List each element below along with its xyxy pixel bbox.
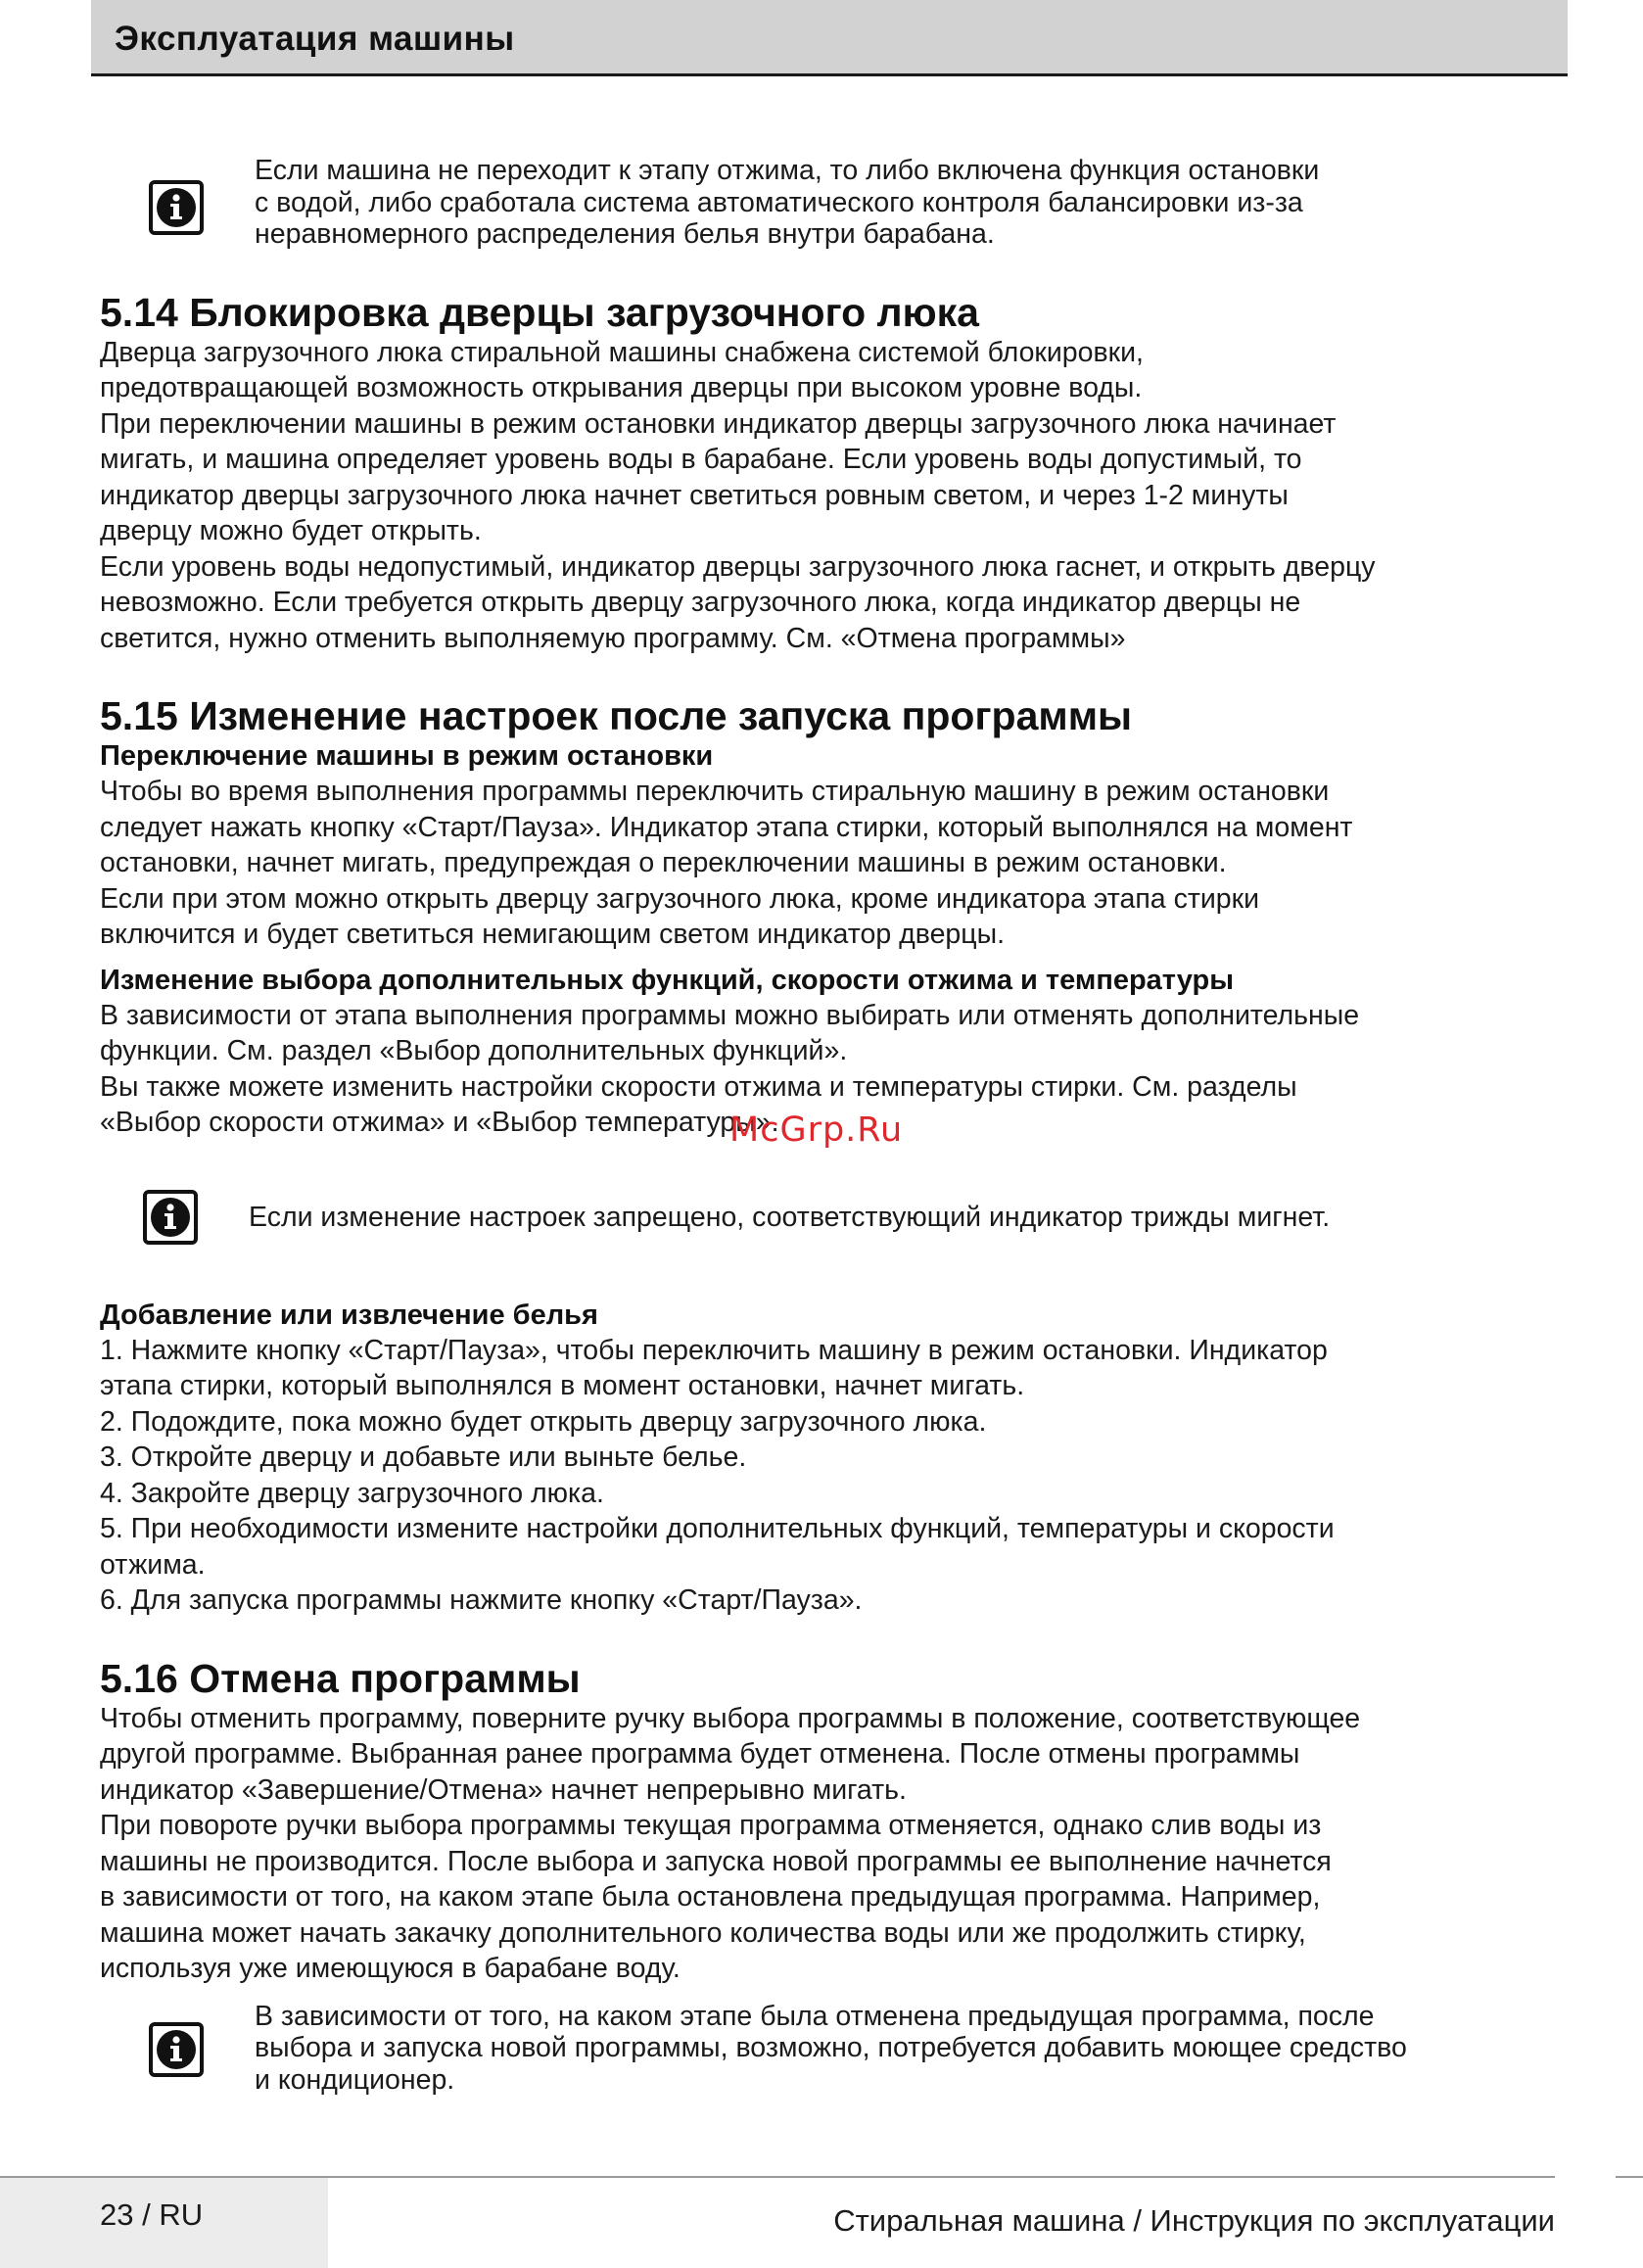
- info-note-1: [100, 155, 1569, 251]
- paragraph-line: индикатор «Завершение/Отмена» начнет непрерывно мигать.: [100, 1773, 907, 1806]
- paragraph-line: «Выбор скорости отжима» и «Выбор температуры».: [100, 1107, 779, 1138]
- paragraph-line: используя уже имеющуюся в барабане воду.: [100, 1953, 681, 1984]
- list-item: 2. Подождите, пока можно будет открыть дверцу загрузочного люка.: [100, 1405, 987, 1438]
- section-5-15-title: 5.15 Изменение настроек после запуска программы: [100, 693, 1133, 738]
- section-5-16-body: [100, 1701, 1569, 1987]
- paragraph-line: При повороте ручки выбора программы текущая программа отменяется, однако слив воды из: [100, 1810, 1322, 1841]
- paragraph-line: мигать, и машина определяет уровень воды в барабане. Если уровень воды допустимый, то: [100, 444, 1302, 475]
- paragraph-line: остановки, начнет мигать, предупреждая о переключении машины в режим остановки.: [100, 847, 1227, 878]
- paragraph-line: функции. См. раздел «Выбор дополнительных функций».: [100, 1035, 848, 1066]
- subsection-laundry-title: Добавление или извлечение белья: [100, 1299, 598, 1331]
- info-icon: [149, 2022, 204, 2077]
- paragraph-line: При переключении машины в режим остановки индикатор дверцы загрузочного люка начинает: [100, 407, 1337, 440]
- subsection-pause-body: [100, 774, 1569, 953]
- paragraph-line: в зависимости от того, на каком этапе была остановлена предыдущая программа. Например,: [100, 1881, 1321, 1913]
- info-note-2: [100, 1188, 1569, 1247]
- paragraph-line: следует нажать кнопку «Старт/Пауза». Индикатор этапа стирки, который выполнялся на момент: [100, 811, 1353, 843]
- paragraph-line: невозможно. Если требуется открыть дверцу загрузочного люка, когда индикатор дверцы не: [100, 587, 1301, 618]
- paragraph-line: Если уровень воды недопустимый, индикатор дверцы загрузочного люка гаснет, и открыть дверцу: [100, 550, 1376, 583]
- info-icon: [143, 1190, 198, 1245]
- page-number: 23 / RU: [100, 2197, 204, 2232]
- paragraph-line: Дверца загрузочного люка стиральной машины снабжена системой блокировки,: [100, 336, 1144, 368]
- paragraph-line: светится, нужно отменить выполняемую программу. См. «Отмена программы»: [100, 622, 1126, 654]
- footer-divider: [1616, 2176, 1643, 2178]
- section-5-14-body: [100, 335, 1569, 657]
- list-item: 5. При необходимости измените настройки дополнительных функций, температуры и скорости: [100, 1513, 1335, 1544]
- info-icon: [149, 180, 204, 235]
- subsection-laundry-body: [100, 1333, 1569, 1619]
- list-item: 3. Откройте дверцу и добавьте или выньте белье.: [100, 1441, 747, 1473]
- paragraph-line: машины не производится. После выбора и запуска новой программы ее выполнение начнется: [100, 1845, 1332, 1877]
- paragraph-line: предотвращающей возможность открывания дверцы при высоком уровне воды.: [100, 372, 1143, 403]
- paragraph-line: В зависимости от этапа выполнения программы можно выбирать или отменять дополнительные: [100, 999, 1360, 1031]
- paragraph-line: Чтобы отменить программу, поверните ручку выбора программы в положение, соответствующее: [100, 1702, 1361, 1734]
- note-3-line: выбора и запуска новой программы, возможно, потребуется добавить моющее средство: [255, 2032, 1407, 2063]
- page-header-title: Эксплуатация машины: [115, 20, 515, 58]
- paragraph-line: включится и будет светиться немигающим светом индикатор дверцы.: [100, 919, 1006, 950]
- subsection-pause-title: Переключение машины в режим остановки: [100, 740, 714, 772]
- note-3-line: и кондиционер.: [255, 2063, 455, 2096]
- note-3-line: В зависимости от того, на каком этапе была отменена предыдущая программа, после: [255, 2000, 1375, 2032]
- header-bar: [91, 0, 1568, 76]
- paragraph-line: другой программе. Выбранная ранее программа будет отменена. После отмены программы: [100, 1738, 1300, 1770]
- paragraph-line: Вы также можете изменить настройки скорости отжима и температуры стирки. См. разделы: [100, 1070, 1297, 1103]
- note-1-line: неравномерного распределения белья внутри барабана.: [255, 218, 995, 250]
- info-note-3: [100, 2001, 1569, 2097]
- list-item: 4. Закройте дверцу загрузочного люка.: [100, 1477, 604, 1509]
- paragraph-line: дверцу можно будет открыть.: [100, 515, 482, 546]
- note-1-line: Если машина не переходит к этапу отжима, то либо включена функция остановки: [255, 155, 1320, 186]
- paragraph-line: индикатор дверцы загрузочного люка начнет светиться ровным светом, и через 1-2 минуты: [100, 479, 1289, 511]
- list-item: отжима.: [100, 1548, 206, 1581]
- note-1-line: с водой, либо сработала система автоматического контроля балансировки из-за: [255, 186, 1303, 218]
- section-5-14-title: 5.14 Блокировка дверцы загрузочного люка: [100, 289, 979, 335]
- paragraph-line: машина может начать закачку дополнительного количества воды или же продолжить стирку,: [100, 1916, 1306, 1949]
- footer-document-title: Стиральная машина / Инструкция по эксплуатации: [833, 2203, 1555, 2238]
- list-item: 6. Для запуска программы нажмите кнопку «Старт/Пауза».: [100, 1584, 863, 1616]
- list-item: 1. Нажмите кнопку «Старт/Пауза», чтобы переключить машину в режим остановки. Индикатор: [100, 1334, 1328, 1366]
- subsection-settings-title: Изменение выбора дополнительных функций, скорости отжима и температуры: [100, 964, 1234, 996]
- note-2-line: Если изменение настроек запрещено, соответствующий индикатор трижды мигнет.: [249, 1201, 1331, 1233]
- paragraph-line: Если при этом можно открыть дверцу загрузочного люка, кроме индикатора этапа стирки: [100, 882, 1260, 915]
- section-5-16-title: 5.16 Отмена программы: [100, 1655, 581, 1701]
- list-item: этапа стирки, который выполнялся в момент остановки, начнет мигать.: [100, 1370, 1025, 1401]
- paragraph-line: Чтобы во время выполнения программы переключить стиральную машину в режим остановки: [100, 776, 1330, 807]
- watermark: McGrp.Ru: [729, 1110, 904, 1150]
